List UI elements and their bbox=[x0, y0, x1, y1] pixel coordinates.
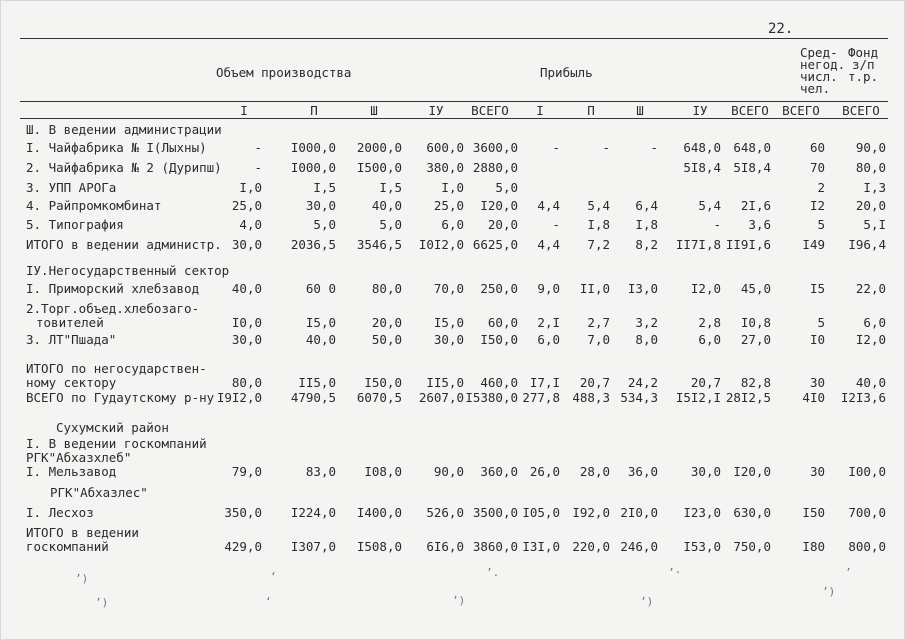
table-cell: I00,0 bbox=[848, 464, 886, 479]
table-cell: 80,0 bbox=[855, 160, 886, 175]
table-cell: 648,0 bbox=[733, 140, 771, 155]
table-cell: I,3 bbox=[863, 180, 886, 195]
table-cell: I400,0 bbox=[356, 505, 402, 520]
table-cell: 20,0 bbox=[371, 315, 402, 330]
table-cell: 70 bbox=[809, 160, 825, 175]
table-cell: II5,0 bbox=[298, 375, 336, 390]
row-label: 2.Торг.объед.хлебозаго- bbox=[26, 301, 200, 316]
smudge-mark: ʼ) bbox=[452, 594, 466, 607]
row-label: ИТОГО по негосударствен- bbox=[26, 361, 207, 376]
table-cell: I,0 bbox=[239, 180, 262, 195]
row-label: ИТОГО в ведении администр. bbox=[26, 237, 222, 252]
table-cell: - bbox=[254, 140, 262, 155]
table-cell: - bbox=[713, 217, 721, 232]
table-cell: I96,4 bbox=[848, 237, 886, 252]
table-cell: 5 bbox=[817, 217, 825, 232]
table-cell: 83,0 bbox=[305, 464, 336, 479]
column-subheader: ВСЕГО bbox=[842, 103, 880, 118]
table-cell: 30 bbox=[809, 375, 825, 390]
table-cell: I000,0 bbox=[290, 140, 336, 155]
row-label: РГК"Абхазлес" bbox=[50, 485, 148, 500]
column-subheader: Ш bbox=[636, 103, 644, 118]
table-cell: 30,0 bbox=[690, 464, 721, 479]
table-cell: 2,7 bbox=[587, 315, 610, 330]
smudge-mark: ʼ) bbox=[95, 596, 109, 609]
table-cell: II7I,8 bbox=[675, 237, 721, 252]
header-fund-3: т.р. bbox=[848, 69, 879, 84]
table-cell: I20,0 bbox=[480, 198, 518, 213]
smudge-mark: ʼ. bbox=[486, 566, 500, 579]
table-cell: I0,0 bbox=[231, 315, 262, 330]
table-cell: 7,0 bbox=[587, 332, 610, 347]
smudge-mark: ʻ bbox=[265, 595, 272, 608]
table-cell: 3860,0 bbox=[472, 539, 518, 554]
row-label: ному сектору bbox=[26, 375, 117, 390]
table-cell: 2 bbox=[817, 180, 825, 195]
table-cell: 79,0 bbox=[231, 464, 262, 479]
table-cell: I3,0 bbox=[627, 281, 658, 296]
table-cell: 25,0 bbox=[231, 198, 262, 213]
table-cell: 20,7 bbox=[579, 375, 610, 390]
table-cell: 648,0 bbox=[683, 140, 721, 155]
table-cell: I9I2,0 bbox=[216, 390, 262, 405]
table-cell: 380,0 bbox=[426, 160, 464, 175]
header-avg-count-2: негод. bbox=[800, 57, 846, 72]
header-rule-bottom bbox=[20, 118, 888, 119]
table-cell: I0,8 bbox=[740, 315, 771, 330]
row-label: 5. Типография bbox=[26, 217, 124, 232]
table-cell: 6,0 bbox=[863, 315, 886, 330]
table-cell: 30,0 bbox=[433, 332, 464, 347]
table-cell: 26,0 bbox=[529, 464, 560, 479]
table-cell: 5,0 bbox=[379, 217, 402, 232]
table-cell: 350,0 bbox=[224, 505, 262, 520]
table-cell: I307,0 bbox=[290, 539, 336, 554]
column-subheader: ВСЕГО bbox=[471, 103, 509, 118]
table-cell: I2I3,6 bbox=[840, 390, 886, 405]
table-cell: 5I8,4 bbox=[733, 160, 771, 175]
table-cell: - bbox=[552, 140, 560, 155]
table-cell: 30 bbox=[809, 464, 825, 479]
table-cell: 40,0 bbox=[231, 281, 262, 296]
table-cell: 8,2 bbox=[635, 237, 658, 252]
table-cell: 800,0 bbox=[848, 539, 886, 554]
table-cell: 28,0 bbox=[579, 464, 610, 479]
table-cell: - bbox=[552, 217, 560, 232]
smudge-mark: ʼ) bbox=[640, 595, 654, 608]
row-label: товителей bbox=[36, 315, 104, 330]
row-label: Сухумский район bbox=[56, 420, 169, 435]
smudge-mark: ʼ) bbox=[75, 572, 89, 585]
table-cell: I000,0 bbox=[290, 160, 336, 175]
table-cell: 30,0 bbox=[231, 237, 262, 252]
table-cell: I,8 bbox=[635, 217, 658, 232]
table-cell: I50,0 bbox=[364, 375, 402, 390]
table-cell: I0 bbox=[809, 332, 825, 347]
table-cell: 82,8 bbox=[740, 375, 771, 390]
table-cell: I,8 bbox=[587, 217, 610, 232]
table-cell: 60 bbox=[809, 140, 825, 155]
table-cell: 40,0 bbox=[371, 198, 402, 213]
table-cell: II,0 bbox=[579, 281, 610, 296]
table-cell: 22,0 bbox=[855, 281, 886, 296]
table-cell: 4,0 bbox=[239, 217, 262, 232]
table-cell: 90,0 bbox=[433, 464, 464, 479]
column-subheader: П bbox=[587, 103, 595, 118]
table-cell: 70,0 bbox=[433, 281, 464, 296]
table-cell: I5,0 bbox=[433, 315, 464, 330]
header-avg-count-3: числ. bbox=[800, 69, 838, 84]
table-cell: 630,0 bbox=[733, 505, 771, 520]
table-cell: I50,0 bbox=[480, 332, 518, 347]
table-cell: 2I0,0 bbox=[620, 505, 658, 520]
table-cell: 50,0 bbox=[371, 332, 402, 347]
table-cell: 488,3 bbox=[572, 390, 610, 405]
table-cell: I05,0 bbox=[522, 505, 560, 520]
table-cell: 9,0 bbox=[537, 281, 560, 296]
table-cell: 30,0 bbox=[231, 332, 262, 347]
row-label: 2. Чайфабрика № 2 (Дурипш) bbox=[26, 160, 222, 175]
table-cell: I0I2,0 bbox=[418, 237, 464, 252]
table-cell: 4,4 bbox=[537, 237, 560, 252]
row-label: 4. Райпромкомбинат bbox=[26, 198, 162, 213]
column-subheader: IУ bbox=[692, 103, 708, 118]
table-cell: 60 0 bbox=[305, 281, 336, 296]
table-cell: 6,0 bbox=[441, 217, 464, 232]
page-number: 22. bbox=[768, 21, 794, 37]
column-subheader: IУ bbox=[428, 103, 444, 118]
table-cell: II5,0 bbox=[426, 375, 464, 390]
table-cell: 7,2 bbox=[587, 237, 610, 252]
table-cell: I500,0 bbox=[356, 160, 402, 175]
smudge-mark: ʻ bbox=[270, 570, 277, 583]
table-cell: 460,0 bbox=[480, 375, 518, 390]
table-cell: 3,2 bbox=[635, 315, 658, 330]
table-cell: 2,I bbox=[537, 315, 560, 330]
header-avg-count-4: чел. bbox=[800, 81, 831, 96]
column-subheader: Ш bbox=[370, 103, 378, 118]
table-cell: 2000,0 bbox=[356, 140, 402, 155]
table-cell: 700,0 bbox=[848, 505, 886, 520]
table-cell: I80 bbox=[802, 539, 825, 554]
table-cell: 6625,0 bbox=[472, 237, 518, 252]
table-cell: I5 bbox=[809, 281, 825, 296]
table-cell: I08,0 bbox=[364, 464, 402, 479]
table-cell: 20,0 bbox=[487, 217, 518, 232]
table-cell: I2,0 bbox=[690, 281, 721, 296]
header-fund-1: Фонд bbox=[848, 45, 879, 60]
column-subheader: П bbox=[310, 103, 318, 118]
table-cell: I5380,0 bbox=[465, 390, 518, 405]
table-cell: I,5 bbox=[379, 180, 402, 195]
table-cell: I5I2,I bbox=[675, 390, 721, 405]
table-cell: 2I,6 bbox=[740, 198, 771, 213]
table-cell: I2,0 bbox=[855, 332, 886, 347]
table-cell: 277,8 bbox=[522, 390, 560, 405]
table-cell: 90,0 bbox=[855, 140, 886, 155]
header-fund-2: з/п bbox=[852, 57, 875, 72]
table-cell: 6,4 bbox=[635, 198, 658, 213]
table-cell: I5,0 bbox=[305, 315, 336, 330]
table-cell: 250,0 bbox=[480, 281, 518, 296]
table-cell: 6070,5 bbox=[356, 390, 402, 405]
table-cell: 27,0 bbox=[740, 332, 771, 347]
table-cell: 534,3 bbox=[620, 390, 658, 405]
column-subheader: ВСЕГО bbox=[782, 103, 820, 118]
table-cell: 5I8,4 bbox=[683, 160, 721, 175]
table-cell: 28I2,5 bbox=[725, 390, 771, 405]
table-cell: 60,0 bbox=[487, 315, 518, 330]
table-cell: I3I,0 bbox=[522, 539, 560, 554]
table-cell: - bbox=[254, 160, 262, 175]
table-cell: I2 bbox=[809, 198, 825, 213]
table-cell: 20,0 bbox=[855, 198, 886, 213]
table-cell: I50 bbox=[802, 505, 825, 520]
table-cell: 526,0 bbox=[426, 505, 464, 520]
table-cell: 6I6,0 bbox=[426, 539, 464, 554]
table-cell: 4I0 bbox=[802, 390, 825, 405]
row-label: IУ.Негосударственный сектор bbox=[26, 263, 230, 278]
table-cell: 5,4 bbox=[698, 198, 721, 213]
table-cell: 5,0 bbox=[495, 180, 518, 195]
table-cell: 8,0 bbox=[635, 332, 658, 347]
table-cell: 429,0 bbox=[224, 539, 262, 554]
row-label: ВСЕГО по Гудаутскому р-ну bbox=[26, 390, 215, 405]
table-cell: - bbox=[650, 140, 658, 155]
header-profit: Прибыль bbox=[540, 65, 593, 80]
table-cell: I,0 bbox=[441, 180, 464, 195]
table-cell: 20,7 bbox=[690, 375, 721, 390]
table-cell: 750,0 bbox=[733, 539, 771, 554]
table-cell: - bbox=[602, 140, 610, 155]
table-cell: I7,I bbox=[529, 375, 560, 390]
table-cell: I49 bbox=[802, 237, 825, 252]
table-cell: 2880,0 bbox=[472, 160, 518, 175]
table-cell: I92,0 bbox=[572, 505, 610, 520]
table-cell: 600,0 bbox=[426, 140, 464, 155]
table-cell: 3600,0 bbox=[472, 140, 518, 155]
top-rule bbox=[20, 38, 888, 39]
table-cell: I20,0 bbox=[733, 464, 771, 479]
table-cell: 30,0 bbox=[305, 198, 336, 213]
table-cell: 360,0 bbox=[480, 464, 518, 479]
table-cell: 6,0 bbox=[537, 332, 560, 347]
row-label: Ш. В ведении администрации bbox=[26, 122, 222, 137]
column-subheader: I bbox=[240, 103, 248, 118]
header-volume: Объем производства bbox=[216, 65, 352, 80]
table-cell: II9I,6 bbox=[725, 237, 771, 252]
table-cell: 5,4 bbox=[587, 198, 610, 213]
smudge-mark: ʼ) bbox=[822, 585, 836, 598]
row-label: госкомпаний bbox=[26, 539, 109, 554]
table-cell: 2607,0 bbox=[418, 390, 464, 405]
table-cell: 4790,5 bbox=[290, 390, 336, 405]
table-cell: I224,0 bbox=[290, 505, 336, 520]
row-label: I. Мельзавод bbox=[26, 464, 117, 479]
table-cell: I,5 bbox=[313, 180, 336, 195]
table-cell: 5 bbox=[817, 315, 825, 330]
column-subheader: ВСЕГО bbox=[731, 103, 769, 118]
table-cell: 3500,0 bbox=[472, 505, 518, 520]
row-label: 3. ЛТ"Пшада" bbox=[26, 332, 117, 347]
table-cell: 45,0 bbox=[740, 281, 771, 296]
header-rule-top bbox=[20, 101, 888, 102]
table-cell: 220,0 bbox=[572, 539, 610, 554]
table-cell: I53,0 bbox=[683, 539, 721, 554]
table-cell: I23,0 bbox=[683, 505, 721, 520]
table-cell: 80,0 bbox=[231, 375, 262, 390]
table-cell: 80,0 bbox=[371, 281, 402, 296]
row-label: РГК"Абхазхлеб" bbox=[26, 450, 132, 465]
table-cell: 24,2 bbox=[627, 375, 658, 390]
table-cell: 5,I bbox=[863, 217, 886, 232]
table-cell: 36,0 bbox=[627, 464, 658, 479]
column-subheader: I bbox=[536, 103, 544, 118]
table-cell: 6,0 bbox=[698, 332, 721, 347]
header-avg-count-1: Сред- bbox=[800, 45, 838, 60]
smudge-mark: ʼ· bbox=[668, 566, 682, 579]
table-cell: I508,0 bbox=[356, 539, 402, 554]
table-cell: 4,4 bbox=[537, 198, 560, 213]
table-cell: 3,6 bbox=[748, 217, 771, 232]
table-cell: 246,0 bbox=[620, 539, 658, 554]
table-cell: 25,0 bbox=[433, 198, 464, 213]
table-cell: 40,0 bbox=[855, 375, 886, 390]
row-label: 3. УПП АРОГа bbox=[26, 180, 117, 195]
row-label: I. В ведении госкомпаний bbox=[26, 436, 207, 451]
table-cell: 40,0 bbox=[305, 332, 336, 347]
smudge-mark: ʼ bbox=[845, 566, 852, 579]
table-cell: 2,8 bbox=[698, 315, 721, 330]
table-cell: 3546,5 bbox=[356, 237, 402, 252]
row-label: I. Приморский хлебзавод bbox=[26, 281, 200, 296]
row-label: I. Лесхоз bbox=[26, 505, 94, 520]
table-cell: 2036,5 bbox=[290, 237, 336, 252]
table-cell: 5,0 bbox=[313, 217, 336, 232]
row-label: ИТОГО в ведении bbox=[26, 525, 139, 540]
row-label: I. Чайфабрика № I(Лыхны) bbox=[26, 140, 207, 155]
